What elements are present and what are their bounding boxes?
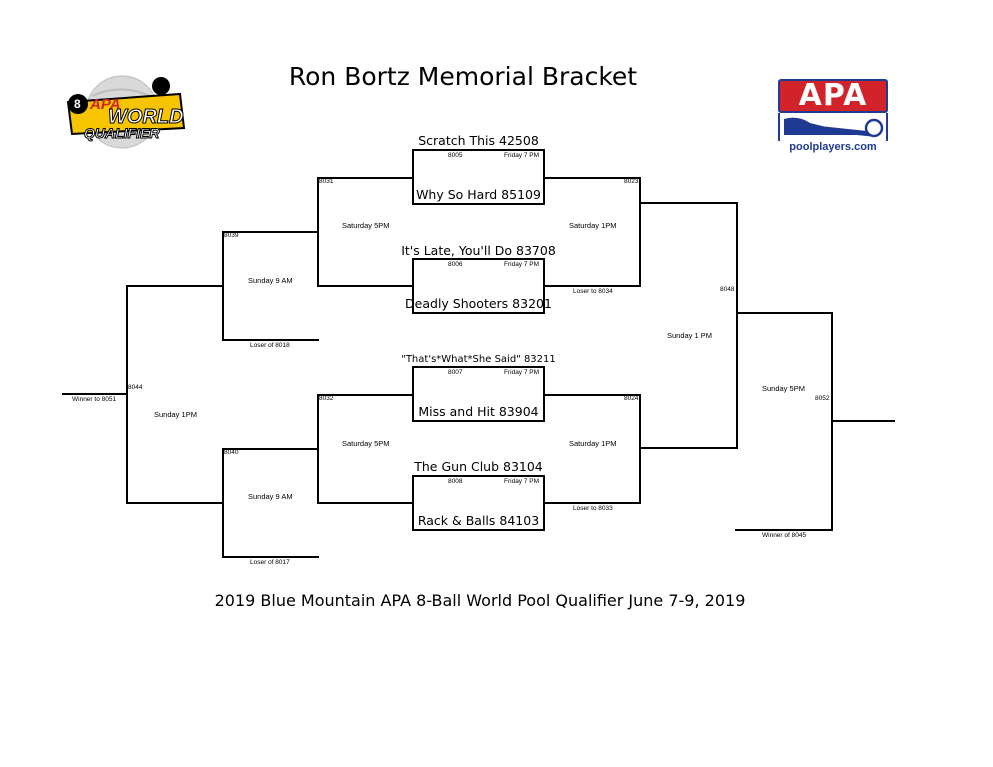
connector-8023-bottom — [545, 285, 640, 287]
match-8023-loser-note: Loser to 8034 — [573, 288, 613, 295]
match-8044-time: Sunday 1PM — [154, 410, 197, 419]
connector-8031-bottom — [317, 285, 412, 287]
match-8008-number: 8008 — [448, 478, 463, 485]
match-8040-loser-note: Loser of 8017 — [250, 559, 290, 566]
match-8039-loser-note: Loser of 8018 — [250, 342, 290, 349]
apa-logo-text: APA — [798, 78, 868, 113]
match-8039-time: Sunday 9 AM — [248, 276, 293, 285]
connector-8039-vertical — [222, 231, 224, 341]
match-8024-number: 8024 — [624, 395, 639, 402]
team-gun-club: The Gun Club 83104 — [414, 459, 543, 474]
match-8039-number: 8039 — [224, 232, 239, 239]
match-8048-number: 8048 — [720, 286, 735, 293]
match-8007-number: 8007 — [448, 369, 463, 376]
match-8008-time: Friday 7 PM — [504, 478, 540, 485]
team-miss-and-hit: Miss and Hit 83904 — [418, 404, 539, 419]
team-deadly-shooters: Deadly Shooters 83201 — [405, 296, 552, 311]
world-qualifier-world: WORLD — [108, 106, 184, 128]
connector-8048-top — [640, 202, 737, 204]
match-8052-time: Sunday 5PM — [762, 384, 805, 393]
connector-8048-bottom — [640, 447, 737, 449]
event-footer: 2019 Blue Mountain APA 8-Ball World Pool Qualifier June 7-9, 2019 — [214, 591, 746, 610]
connector-8039-bottom — [222, 339, 319, 341]
match-8032-time: Saturday 5PM — [342, 439, 390, 448]
connector-8032-vertical — [317, 394, 319, 504]
match-8023-time: Saturday 1PM — [569, 221, 617, 230]
match-8024-time: Saturday 1PM — [569, 439, 617, 448]
team-thats-what-she-said: "That's*What*She Said" 83211 — [401, 354, 556, 365]
connector-8048-vertical — [736, 202, 738, 449]
world-qualifier-qualifier: QUALIFIER — [84, 125, 160, 141]
connector-8044-bottom — [126, 502, 222, 504]
match-8005-time: Friday 7 PM — [504, 152, 540, 159]
team-why-so-hard: Why So Hard 85109 — [416, 187, 541, 202]
team-its-late: It's Late, You'll Do 83708 — [401, 243, 556, 258]
connector-8052-out — [831, 420, 895, 422]
match-8052-number: 8052 — [815, 395, 830, 402]
match-8048-time: Sunday 1 PM — [667, 331, 713, 340]
page-title: Ron Bortz Memorial Bracket — [288, 62, 638, 91]
connector-8023-vertical — [639, 177, 641, 287]
match-8006-number: 8006 — [448, 261, 463, 268]
team-rack-and-balls: Rack & Balls 84103 — [417, 513, 540, 528]
connector-8024-vertical — [639, 394, 641, 504]
connector-8052-top — [737, 312, 832, 314]
team-scratch-this: Scratch This 42508 — [418, 133, 539, 148]
connector-8040-bottom — [222, 556, 319, 558]
connector-8052-bottom — [735, 529, 832, 531]
match-8024-loser-note: Loser to 8033 — [573, 505, 613, 512]
connector-8040-vertical — [222, 448, 224, 558]
match-8006-time: Friday 7 PM — [504, 261, 540, 268]
connector-8044-vertical — [126, 285, 128, 504]
apa-logo-cue-panel — [778, 113, 888, 141]
match-8031-number: 8031 — [319, 178, 334, 185]
match-8031-time: Saturday 5PM — [342, 221, 390, 230]
apa-website: poolplayers.com — [789, 141, 877, 153]
match-8023-number: 8023 — [624, 178, 639, 185]
match-8007-time: Friday 7 PM — [504, 369, 540, 376]
world-qualifier-ball: 8 — [74, 97, 81, 111]
match-8052-winner-note: Winner of 8045 — [762, 532, 807, 539]
connector-8024-bottom — [545, 502, 640, 504]
match-8044-winner-note: Winner to 8051 — [72, 396, 117, 403]
cue-stick-icon — [780, 113, 886, 141]
connector-8032-bottom — [317, 502, 412, 504]
match-8032-number: 8032 — [319, 395, 334, 402]
connector-8044-out — [62, 393, 126, 395]
connector-8031-vertical — [317, 177, 319, 287]
match-8044-number: 8044 — [128, 384, 143, 391]
world-qualifier-apa: APA — [90, 96, 121, 113]
match-8040-number: 8040 — [224, 449, 239, 456]
match-8005-number: 8005 — [448, 152, 463, 159]
match-8040-time: Sunday 9 AM — [248, 492, 293, 501]
connector-8044-top — [126, 285, 222, 287]
